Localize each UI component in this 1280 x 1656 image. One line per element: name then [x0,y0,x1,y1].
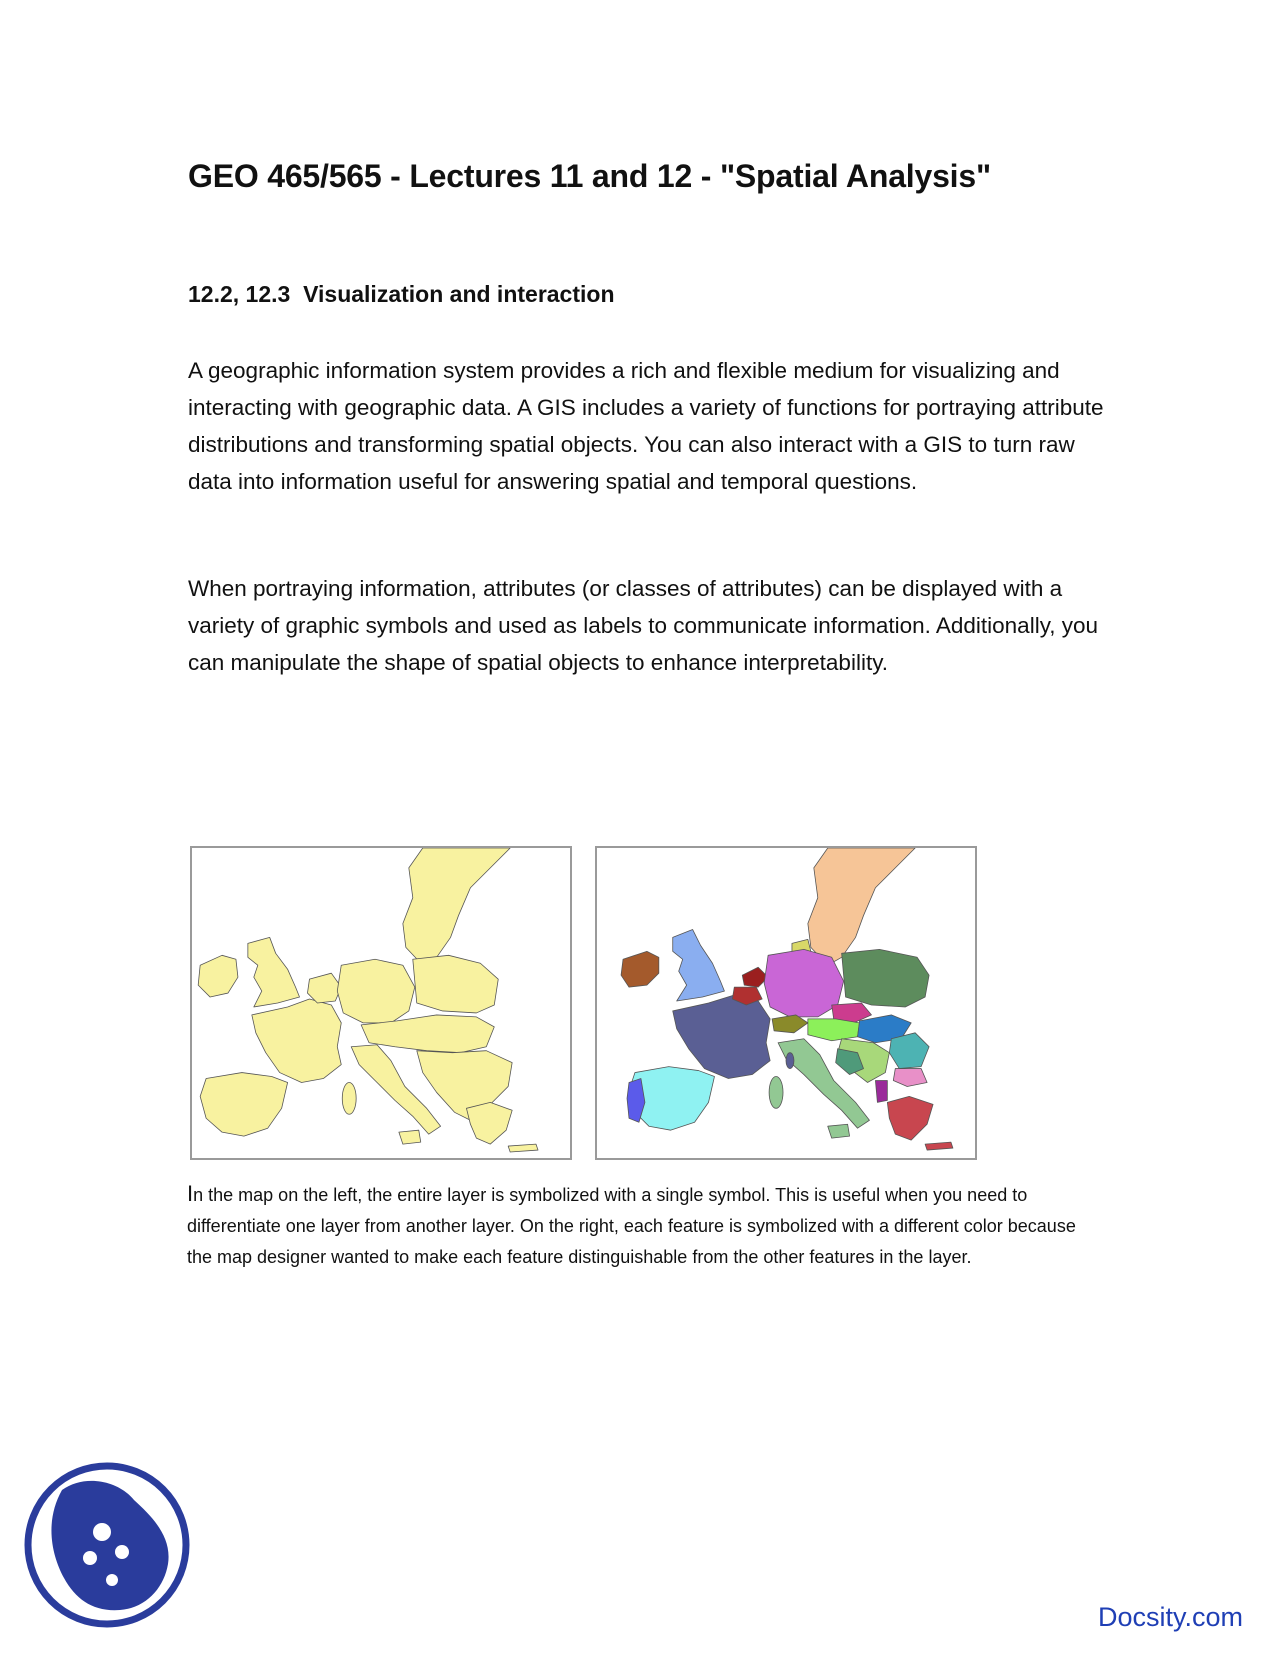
map-region-sicily [399,1130,421,1144]
map-region-crete [508,1144,538,1152]
logo-dot-4 [106,1574,118,1586]
map-region-ireland [621,951,659,987]
map-region-romania [889,1033,929,1069]
caption-first-letter: I [187,1181,194,1206]
map-region-poland [413,955,498,1013]
map-region-sardinia [342,1082,356,1114]
map-region-greece [887,1096,933,1140]
logo-blob [51,1481,168,1610]
map-region-france [673,995,770,1078]
logo-dot-2 [115,1545,129,1559]
europe-map-single-symbol [192,848,570,1158]
map-region-ireland [198,955,238,997]
map-single-symbol [190,846,572,1160]
map-region-sardinia [769,1077,783,1109]
map-unique-features [621,848,953,1150]
map-region-france [252,999,341,1082]
logo-dot-3 [83,1551,97,1565]
map-region-britain [673,929,725,1001]
map-single-features [198,848,538,1152]
caption-text: n the map on the left, the entire layer is symbolized with a single symbol. This is useful when you need to differentiate one layer from another layer. On the right, each feature is symbolized with a different color because the map designer wanted to make each feature distinguishable from the other features in the layer. [187,1185,1076,1267]
map-region-albania [875,1081,887,1103]
body-paragraph-2: When portraying information, attributes (or classes of attributes) can be displayed with a variety of graphic symbols and used as labels to communicate information. Additionally, you can manipulate the shape of spatial objects to enhance interpretability. [188,576,1099,675]
map-region-poland [842,949,929,1007]
map-region-germany [337,959,415,1023]
body-paragraph-1: A geographic information system provides a rich and flexible medium for visualizing and interacting with geographic data. A GIS includes a variety of functions for portraying attribute distributions and transforming spatial objects. You can also interact with a GIS to turn raw data into information useful for answering spatial and temporal questions. [188,358,1104,494]
section-heading: 12.2, 12.3 Visualization and interaction [188,281,615,307]
docsity-brand-link[interactable]: Docsity.com [1098,1602,1244,1632]
page-title: GEO 465/565 - Lectures 11 and 12 - "Spatial Analysis" [188,158,991,194]
map-region-switzerland [772,1015,808,1033]
map-region-benelux [307,973,341,1003]
docsity-logo-icon [22,1460,192,1630]
logo-dot-1 [93,1523,111,1541]
figure-caption [187,1178,1087,1273]
map-region-bulgaria [893,1069,927,1087]
map-region-scandinavia [403,848,510,965]
map-region-iberia [200,1073,287,1137]
map-region-sicily [828,1124,850,1138]
map-region-austria [808,1019,860,1041]
map-unique-values [595,846,977,1160]
map-region-crete [925,1142,953,1150]
map-region-britain [248,937,300,1007]
map-region-corsica [786,1053,794,1069]
europe-map-unique-values [597,848,975,1158]
map-region-greece [466,1102,512,1144]
map-region-scandinavia [808,848,915,965]
